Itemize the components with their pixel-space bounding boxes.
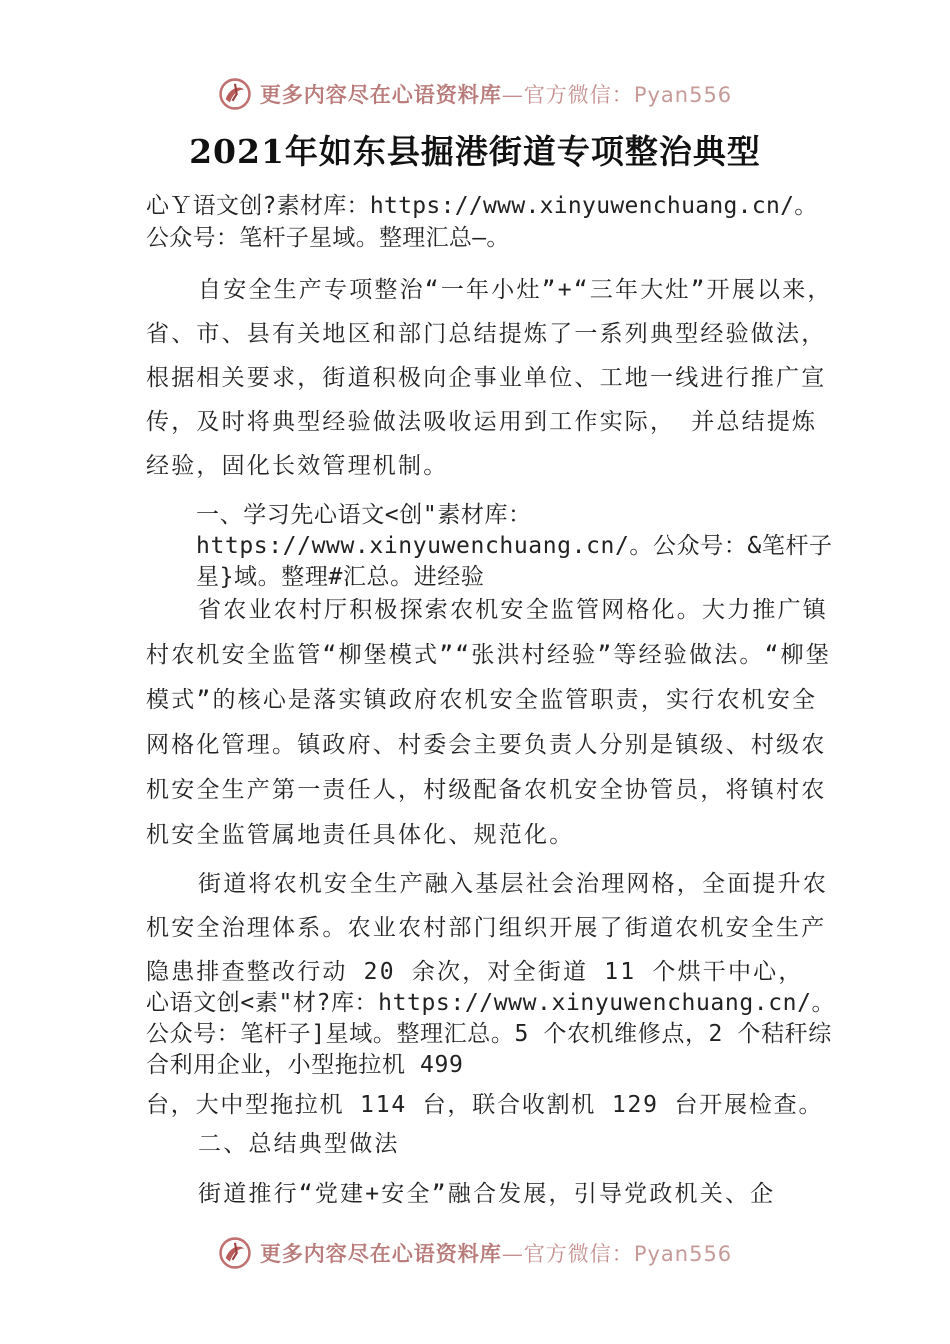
footer-banner-wechat-id: Pyan556 [633, 1242, 733, 1266]
document-title: 2021年如东县掘港街道专项整治典型 [189, 132, 761, 171]
header-banner-wechat-id: Pyan556 [633, 83, 733, 107]
paragraph-street-practice: 街道将农机安全生产融入基层社会治理网格，全面提升农机安全治理体系。农业农村部门组织开展了街道农机安全生产隐患排查整改行动 20 余次，对全街道 11 个烘干中心， [146, 871, 828, 985]
paragraph-source-note-2: 心语文创<素"材?库：https://www.xinyuwenchuang.cn/。公众号：笔杆子]星域。整理汇总。5 个农机维修点，2 个秸秆综合利用企业，小型拖拉机 499 [146, 990, 836, 1078]
footer-banner-main: 更多内容尽在心语资料库 [259, 1241, 502, 1266]
section-heading-summary: 二、总结典型做法 [198, 1131, 400, 1157]
paragraph-inspection: 台，大中型拖拉机 114 台，联合收割机 129 台开展检查。 [146, 1092, 824, 1118]
paragraph-province-practice: 省农业农村厅积极探索农机安全监管网格化。大力推广镇村农机安全监管“柳堡模式”“张洪村经验”等经验做法。“柳堡模式”的核心是落实镇政府农机安全监管职责，实行农机安全网格化管理。镇政府、村委会主要负责人分别是镇级、村级农机安全生产第一责任人，村级配备农机安全协管员，将镇村农机安全监管属地责任具体化、规范化。 [146, 597, 832, 848]
footer-banner-wechat-label: 官方微信： [523, 1242, 634, 1266]
header-banner-dash: — [501, 83, 524, 107]
footer-banner-dash: — [501, 1242, 524, 1266]
footer-banner [0, 1233, 950, 1273]
section-heading-learn: 一、学习先心语文<创"素材库：https://www.xinyuwenchuang.cn/。公众号：&笔杆子星}域。整理#汇总。进经验 [196, 502, 833, 590]
logo-icon [218, 1236, 252, 1270]
header-banner-text [260, 79, 732, 109]
logo-icon [218, 77, 252, 111]
header-banner-wechat-label: 官方微信： [523, 83, 634, 107]
paragraph-intro: 自安全生产专项整治“一年小灶”+“三年大灶”开展以来，省、市、县有关地区和部门总结提炼了一系列典型经验做法，根据相关要求，街道积极向企事业单位、工地一线进行推广宣传，及时将典型经验做法吸收运用到工作实际， 并总结提炼经验，固化长效管理机制。 [146, 277, 833, 479]
header-banner [0, 74, 950, 114]
footer-banner-text [260, 1238, 732, 1268]
paragraph-party-safety: 街道推行“党建+安全”融合发展，引导党政机关、企 [198, 1181, 776, 1207]
header-banner-main: 更多内容尽在心语资料库 [259, 82, 502, 107]
paragraph-source-note: 心Ｙ语文创?素材库：https://www.xinyuwenchuang.cn/。公众号：笔杆子星域。整理汇总—。 [146, 193, 818, 251]
